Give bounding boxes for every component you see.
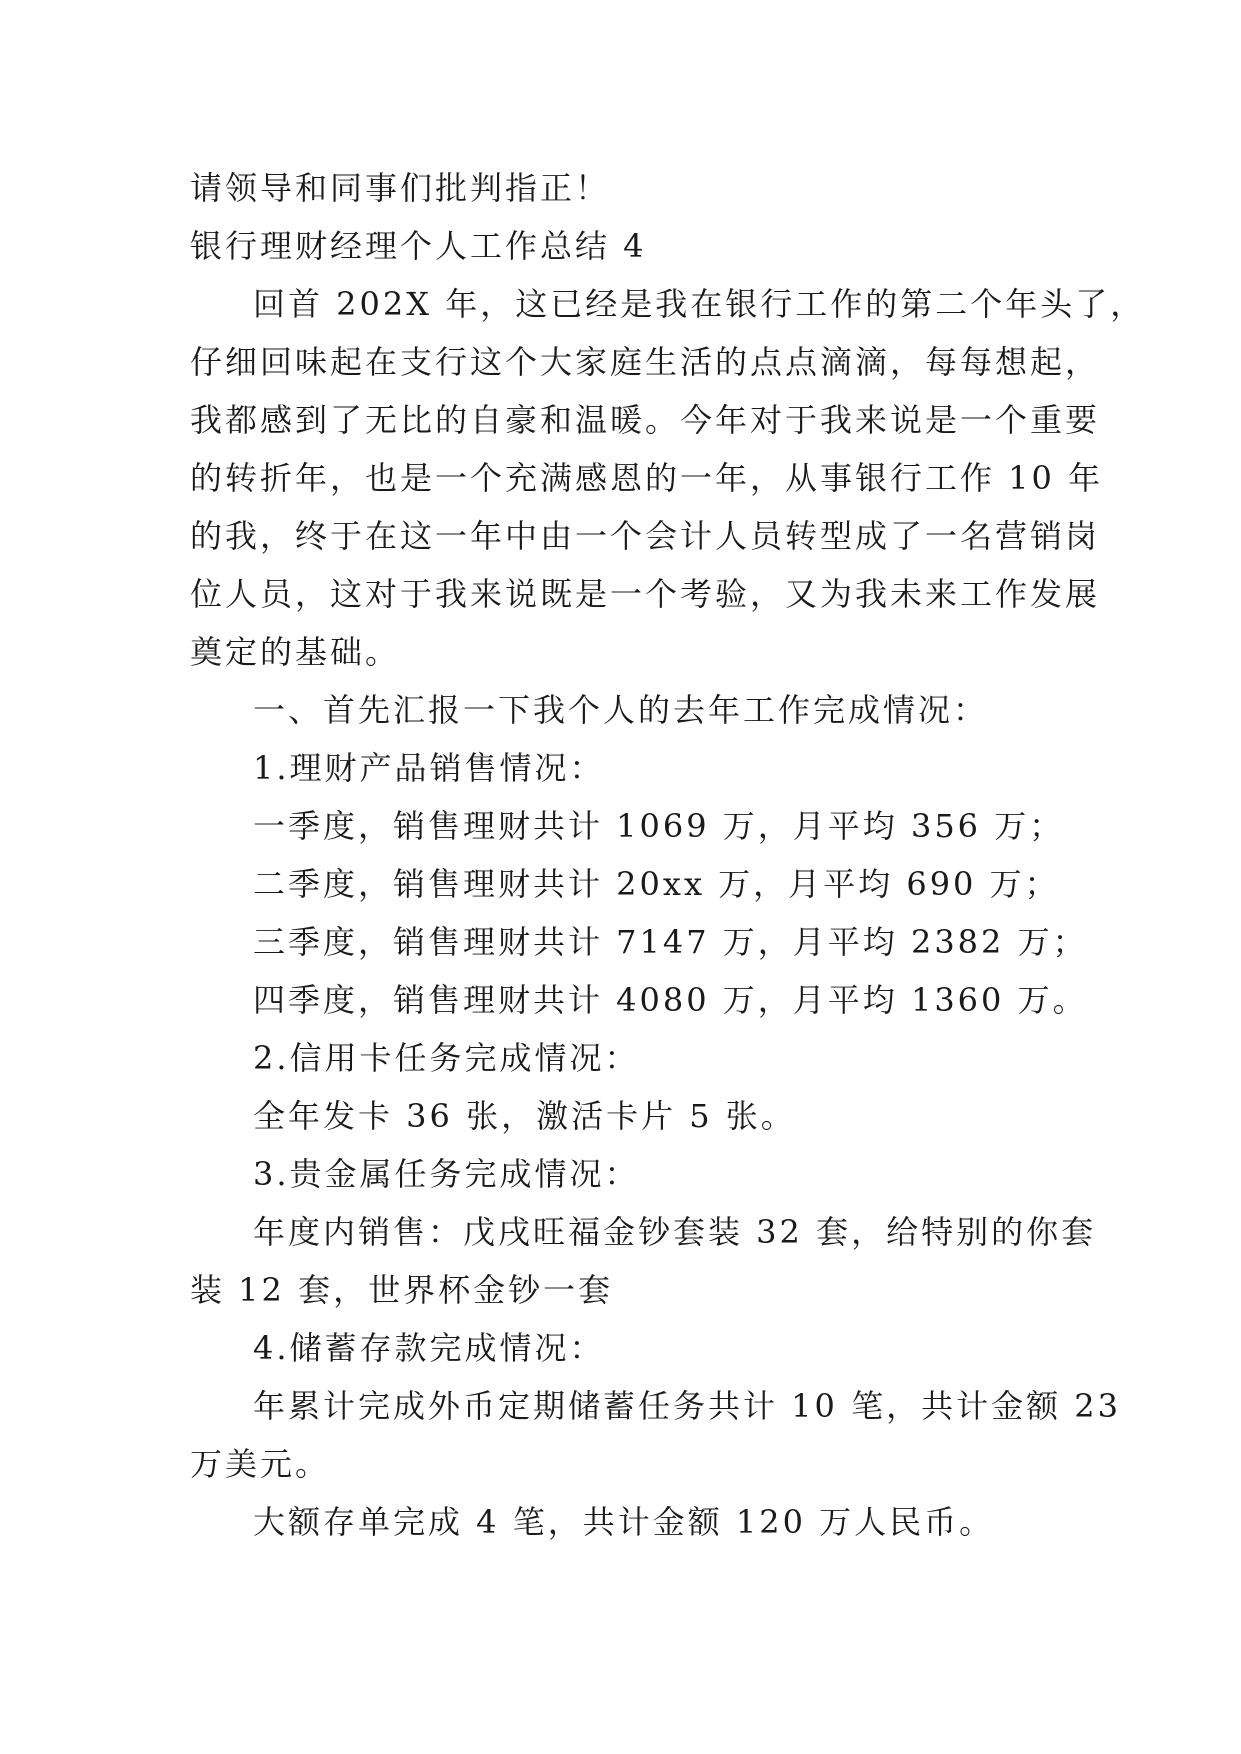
text-line: 请领导和同事们批判指正！	[190, 169, 611, 207]
text-line: 年度内销售：戊戌旺福金钞套装 32 套，给特别的你套	[253, 1213, 1097, 1251]
text-line: 1.理财产品销售情况：	[253, 749, 605, 787]
text-line: 奠定的基础。	[190, 633, 401, 671]
text-line: 年累计完成外币定期储蓄任务共计 10 笔，共计金额 23	[253, 1387, 1121, 1425]
text-line: 3.贵金属任务完成情况：	[253, 1155, 640, 1193]
text-line: 四季度，销售理财共计 4080 万，月平均 1360 万。	[253, 981, 1088, 1019]
text-line: 仔细回味起在支行这个大家庭生活的点点滴滴，每每想起，	[190, 343, 1101, 381]
text-line: 万美元。	[190, 1445, 331, 1483]
text-line: 4.储蓄存款完成情况：	[253, 1329, 605, 1367]
text-line: 三季度，销售理财共计 7147 万，月平均 2382 万；	[253, 923, 1088, 961]
text-line: 的转折年，也是一个充满感恩的一年，从事银行工作 10 年	[190, 459, 1104, 497]
text-line: 回首 202X 年，这已经是我在银行工作的第二个年头了，	[253, 285, 1146, 323]
document-body	[190, 159, 1146, 1551]
text-line: 我都感到了无比的自豪和温暖。今年对于我来说是一个重要	[190, 401, 1101, 439]
section-heading: 银行理财经理个人工作总结 4	[190, 227, 647, 265]
text-line: 大额存单完成 4 笔，共计金额 120 万人民币。	[253, 1503, 995, 1541]
text-line: 一季度，销售理财共计 1069 万，月平均 356 万；	[253, 807, 1065, 845]
text-line: 装 12 套，世界杯金钞一套	[190, 1271, 614, 1309]
text-line: 一、首先汇报一下我个人的去年工作完成情况：	[253, 691, 989, 729]
text-line: 位人员，这对于我来说既是一个考验，又为我未来工作发展	[190, 575, 1101, 613]
text-line: 2.信用卡任务完成情况：	[253, 1039, 640, 1077]
text-line: 二季度，销售理财共计 20xx 万，月平均 690 万；	[253, 865, 1060, 903]
text-line: 全年发卡 36 张，激活卡片 5 张。	[253, 1097, 796, 1135]
text-line: 的我，终于在这一年中由一个会计人员转型成了一名营销岗	[190, 517, 1101, 555]
